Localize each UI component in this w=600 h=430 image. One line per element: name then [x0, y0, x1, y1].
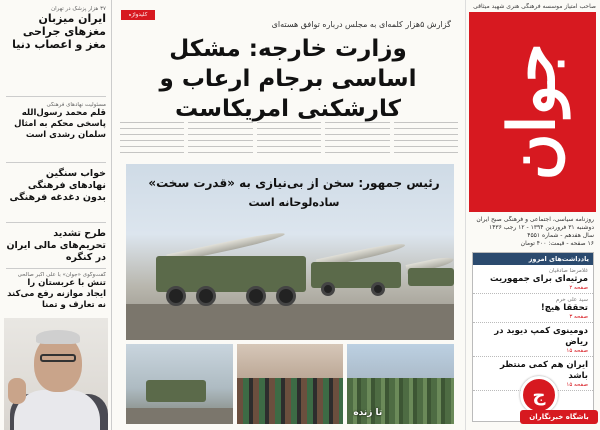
news-kicker: ۳۷ هزار پزشک در تهران: [51, 6, 106, 12]
portrait-glasses: [40, 354, 76, 362]
main-headline[interactable]: وزارت خارجه: مشکل اساسی برجام ارعاب و کارشکنی امریکاست: [159, 36, 417, 122]
divider: [6, 222, 106, 223]
note-title: دومینوی کمپ دیوید در ریاض: [494, 326, 588, 347]
news-title: خواب سنگین نهادهای فرهنگی بدون دغدغه فرهنگی: [9, 168, 106, 203]
portrait-shirt: [14, 390, 100, 430]
note-title: مرثیه‌ای برای جمهوریت: [489, 274, 588, 284]
truck-wheel: [371, 282, 385, 296]
note-page: صفحه ۱۵: [566, 382, 588, 388]
portrait-hair: [36, 330, 80, 344]
truck-wheel: [246, 286, 266, 306]
photo-quote: رئیس جمهور: سخن از بی‌نیازی به «قدرت سخت»: [148, 176, 440, 190]
left-news-item[interactable]: [6, 102, 106, 141]
thumb-caption: تا زنده: [353, 408, 383, 418]
photo-strip: [126, 344, 454, 424]
masthead-info-line: سال هفدهم - شماره ۴۵۵۱: [527, 232, 594, 239]
news-title: طرح تشدید تحریم‌های مالی ایران در کنگره: [6, 228, 106, 263]
parade-road: [126, 408, 233, 424]
main-story: [116, 0, 461, 430]
military-parade-photo[interactable]: [126, 164, 454, 340]
watermark-logo: [518, 376, 598, 428]
thumb-photo-soldiers[interactable]: [347, 344, 454, 424]
story-column: [120, 122, 184, 158]
truck-wheel: [276, 286, 296, 306]
portrait-photo: [4, 318, 108, 430]
left-news-item[interactable]: [6, 272, 106, 311]
divider: [6, 268, 106, 269]
story-column: [257, 122, 321, 158]
news-kicker: مسئولیت نهادهای فرهنگی: [46, 102, 106, 108]
story-column: [394, 122, 458, 158]
news-title: ایران میزبان مغزهای جراحی مغز و اعصاب دنیا: [12, 12, 106, 51]
photo-quote-line2: ساده‌لوحانه است: [248, 196, 340, 209]
note-title: تحققا هیچ!: [540, 303, 588, 313]
masthead-top-line: صاحب امتیاز موسسه فرهنگی هنری شهید میثاقی: [473, 3, 596, 10]
left-news-item[interactable]: [6, 6, 106, 51]
main-kicker: گزارش ۵هزار کلمه‌ای به مجلس درباره توافق هسته‌ای: [271, 20, 451, 29]
truck-wheel: [196, 286, 216, 306]
note-page: صفحه ۲: [569, 285, 588, 291]
launcher-truck: [146, 380, 206, 402]
masthead-info-line: ۱۶ صفحه - قیمت: ۴۰۰ تومان: [520, 240, 594, 247]
news-kicker: گفت‌وگوی «جوان» با علی اکبر صالحی: [17, 272, 106, 278]
logo-text: جوان: [494, 43, 570, 181]
masthead-info-line: روزنامه سیاسی، اجتماعی و فرهنگی صبح ایران: [476, 216, 594, 223]
crowd-shape: [237, 378, 344, 424]
truck-wheel: [166, 286, 186, 306]
note-title: ایران هم کمی منتظر باشد: [499, 360, 588, 381]
story-body-columns: [120, 122, 458, 158]
thumb-photo-launcher[interactable]: [126, 344, 233, 424]
notes-index-item[interactable]: [473, 265, 593, 294]
notes-index-item[interactable]: [473, 294, 593, 323]
truck-wheel: [321, 282, 335, 296]
masthead-column: [465, 0, 600, 430]
notes-index-header: یادداشت‌های امروز: [473, 253, 593, 265]
note-author: سید علی خرم: [555, 297, 588, 303]
note-page: صفحه ۳: [569, 314, 588, 320]
left-news-item[interactable]: [6, 228, 106, 264]
launcher-truck: [408, 268, 454, 286]
notes-index-item[interactable]: [473, 323, 593, 357]
story-column: [325, 122, 389, 158]
news-title: قلم محمد رسول‌الله پاسخی محکم به امثال سلمان رشدی است: [14, 108, 106, 140]
story-column: [188, 122, 252, 158]
portrait-hand: [8, 378, 26, 404]
note-page: صفحه ۱۵: [566, 348, 588, 354]
note-author: غلامرضا صادقیان: [548, 268, 588, 274]
parade-road: [126, 304, 454, 340]
newspaper-logo: [469, 12, 596, 212]
section-badge: کلیدواژه: [121, 10, 155, 20]
masthead-info: [471, 216, 594, 248]
watermark-label: باشگاه خبرنگاران: [520, 410, 598, 424]
thumb-photo-crowd[interactable]: [237, 344, 344, 424]
divider: [6, 96, 106, 97]
left-news-column: [0, 0, 112, 430]
left-news-item[interactable]: [6, 168, 106, 204]
divider: [6, 162, 106, 163]
news-title: تنش با عربستان را ایجاد موازنه رفع می‌کند نه تعارف و تمنا: [7, 278, 106, 310]
watermark-circle-icon: ج: [520, 376, 558, 414]
masthead-info-line: دوشنبه ۳۱ فروردین ۱۳۹۴ - ۱۲ رجب ۱۴۳۶: [488, 224, 594, 231]
